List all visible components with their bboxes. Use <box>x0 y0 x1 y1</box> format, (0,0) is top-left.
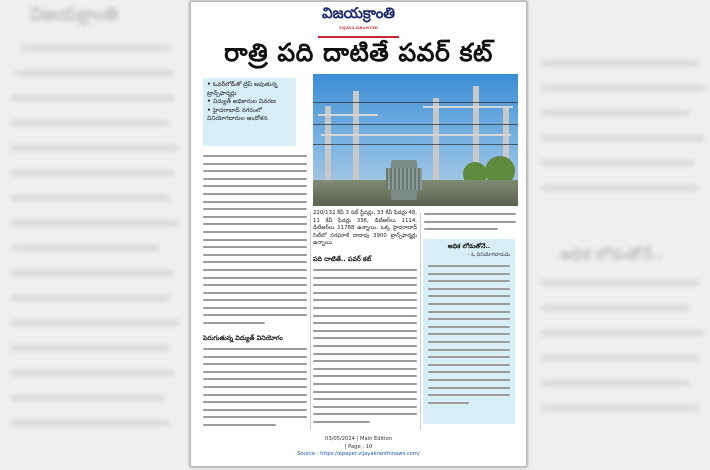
footer-date-edition: 03/05/2024 | Main Edition <box>325 436 392 442</box>
sidebox-quote <box>423 239 515 424</box>
sidebox-author: - ఓ వినియోగదారుడు <box>468 252 510 258</box>
epaper-page <box>190 1 527 467</box>
footer-page-number: | Page : 10 <box>344 443 373 450</box>
article-body-left-2 <box>203 345 307 429</box>
substation-photo <box>313 74 518 206</box>
photo-caption: 220/132 కేవీ 3 సబ్ స్టేషన్లు, 33 కేవీ ఫీడర్లు 48, 11 కేవీ ఫీడర్లు 336, డీటీఆర్‌లు 1114, డీటీఆర్‌లు 11788 ఉన్నాయి. ఒక్క హైదరాబాద్ సిటీలో సరఫరాకే దాదాపు 3900 ట్రాన్స్‌ఫార్మర్లు ఉన్నాయి. <box>313 210 417 247</box>
highlight-point: • ఓవర్‌లోడ్‌తో ట్రిప్ అవుతున్న ట్రాన్స్‌ఫార్మర్లు <box>207 81 292 98</box>
newspaper-logo <box>318 5 399 38</box>
logo-text: విజయక్రాంతి <box>321 4 396 22</box>
page-footer <box>191 436 526 459</box>
background-title-right: అధిక లోడుతోనే.. <box>560 245 663 263</box>
article-body-middle <box>313 266 417 428</box>
subhead-power-cut: పది దాటితే.. పవర్ కట్ <box>313 255 372 263</box>
transformer-image <box>391 160 417 200</box>
background-title-left: విజయక్రాంతి <box>30 4 118 25</box>
article-body-left <box>203 152 307 330</box>
highlight-point: • హైదరాబాద్ నగరంలో వినియోగదారుల ఆందోళన <box>207 107 292 124</box>
footer-source-link[interactable]: Source : https://epaper.vijayakranthinews.com/ <box>297 451 420 458</box>
masthead <box>191 5 526 38</box>
highlight-point: • విద్యుత్ అధికారుల వివరణ <box>207 98 292 107</box>
logo-subtext: VIJAYA KRANTHI <box>338 25 379 30</box>
sidebox-title: అధిక లోడుతోనే.. <box>447 243 491 250</box>
subhead-consumption: పెరుగుతున్న విద్యుత్ వినియోగం <box>203 334 283 342</box>
article-body-right <box>424 210 516 234</box>
sidebox-body <box>428 262 510 412</box>
article-headline: రాత్రి పది దాటితే పవర్ కట్ <box>224 38 493 67</box>
highlight-points-box <box>203 78 296 146</box>
